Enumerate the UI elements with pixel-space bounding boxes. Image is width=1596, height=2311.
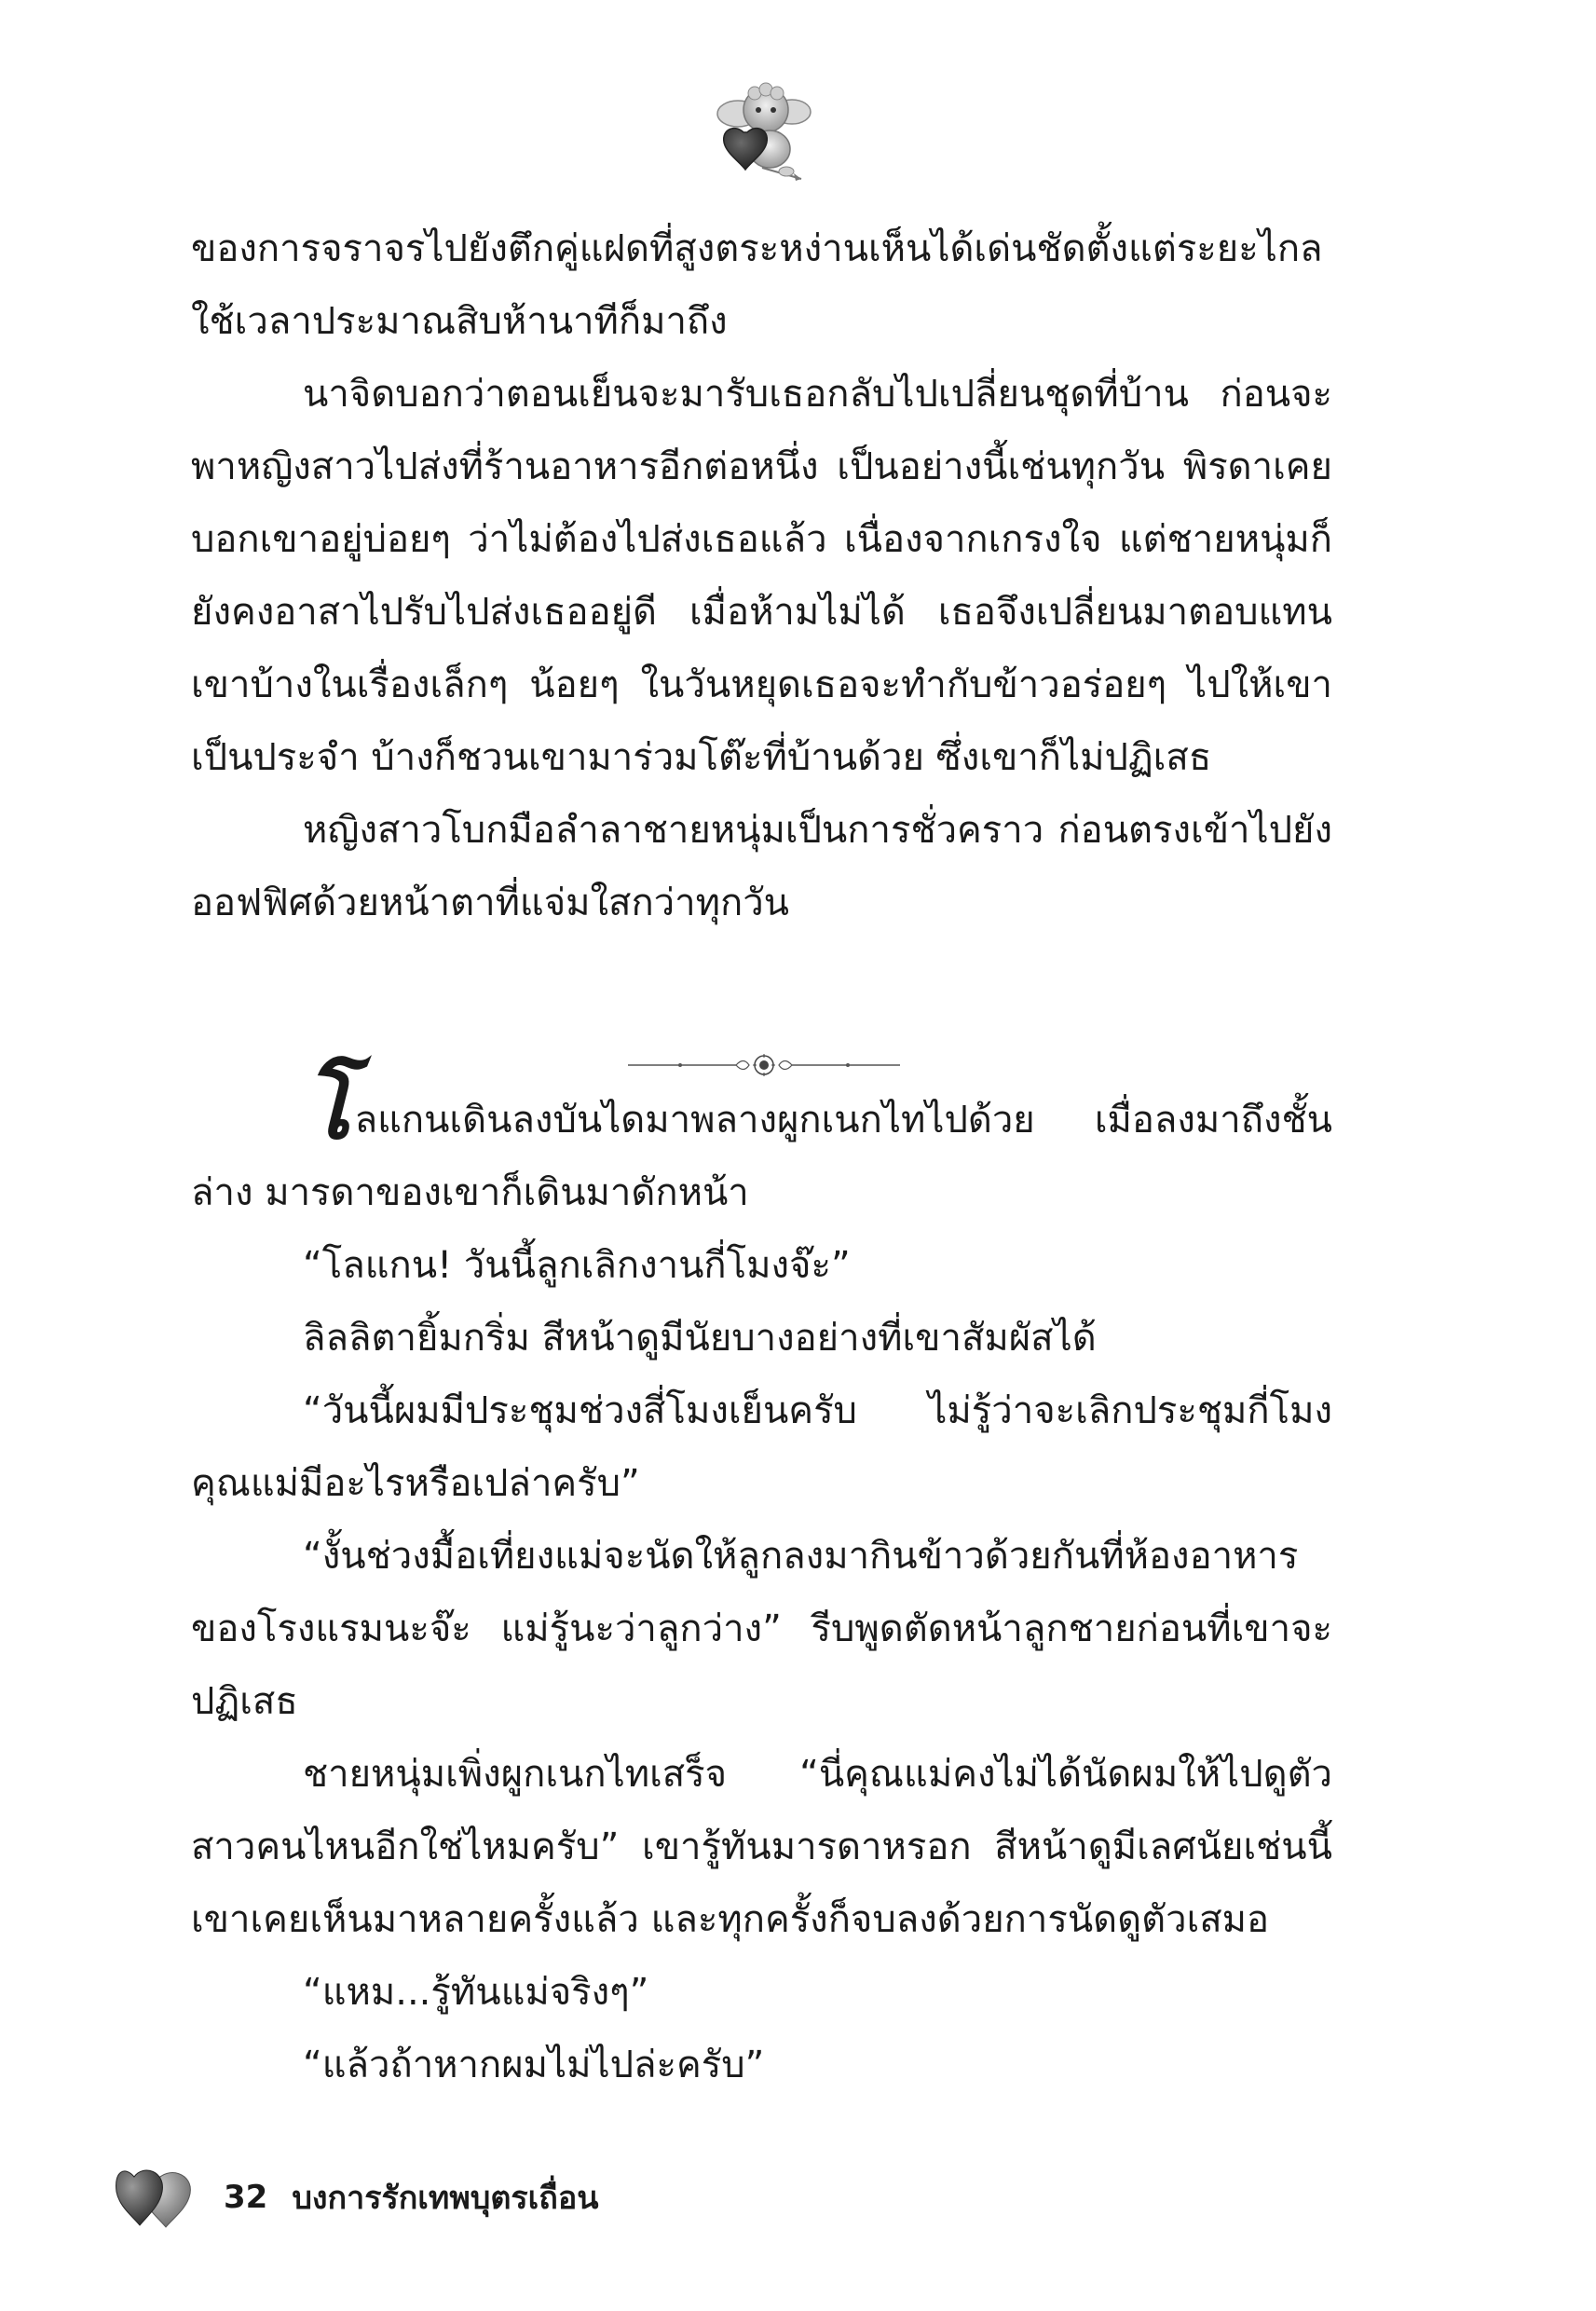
dialogue-5: “แล้วถ้าหากผมไม่ไปล่ะครับ” — [303, 2044, 765, 2086]
paragraph-2: นาจิดบอกว่าตอนเย็นจะมารับเธอกลับไปเปลี่ยนชุดที่บ้าน ก่อนจะพาหญิงสาวไปส่งที่ร้านอาหารอีกต่อหนึ่ง เป็นอย่างนี้เช่นทุกวัน พิรดาเคยบอกเขาอยู่บ่อยๆ ว่าไม่ต้องไปส่งเธอแล้ว เนื่องจากเกรงใจ แต่ชายหนุ่มก็ยังคงอาสาไปรับไปส่งเธออยู่ดี เมื่อห้ามไม่ได้ เธอจึงเปลี่ยนมาตอบแทนเขาบ้างในเรื่องเล็กๆ น้อยๆ ในวันหยุดเธอจะทำกับข้าวอร่อยๆ ไปให้เขาเป็นประจำ บ้างก็ชวนเขามาร่วมโต๊ะที่บ้านด้วย ซึ่งเขาก็ไม่ปฏิเสธ — [191, 373, 1332, 779]
paragraph-3: หญิงสาวโบกมือลำลาชายหนุ่มเป็นการชั่วคราว ก่อนตรงเข้าไปยังออฟฟิศด้วยหน้าตาที่แจ่มใสกว่าทุกวัน — [191, 809, 1332, 924]
dialogue-3: “งั้นช่วงมื้อเที่ยงแม่จะนัดให้ลูกลงมากินข้าวด้วยกันที่ห้องอาหารของโรงแรมนะจ๊ะ แม่รู้นะว่าลูกว่าง” รีบพูดตัดหน้าลูกชายก่อนที่เขาจะปฏิเสธ — [191, 1535, 1332, 1723]
flourish-divider-icon — [624, 1053, 904, 1077]
dialogue-2: “วันนี้ผมมีประชุมช่วงสี่โมงเย็นครับ ไม่รู้ว่าจะเลิกประชุมกี่โมงคุณแม่มีอะไรหรือเปล่าครับ” — [191, 1389, 1332, 1505]
page-footer — [112, 2160, 599, 2235]
book-title: บงการรักเทพบุตรเถื่อน — [292, 2180, 599, 2217]
double-heart-icon — [112, 2164, 196, 2231]
paragraph-5: ชายหนุ่มเพิ่งผูกเนกไทเสร็จ “นี่คุณแม่คงไม่ได้นัดผมให้ไปดูตัวสาวคนไหนอีกใช่ไหมครับ” เขารู้ทันมารดาหรอก สีหน้าดูมีเลศนัยเช่นนี้เขาเคยเห็นมาหลายครั้งแล้ว และทุกครั้งก็จบลงด้วยการนัดดูตัวเสมอ — [191, 1753, 1332, 1941]
paragraph-dropcap — [191, 1054, 1332, 1229]
dropcap-paragraph-rest: ลแกนเดินลงบันไดมาพลางผูกเนกไทไปด้วย เมื่อลงมาถึงชั้นล่าง มารดาของเขาก็เดินมาดักหน้า — [191, 1099, 1332, 1214]
dialogue-1: “โลแกน! วันนี้ลูกเลิกงานกี่โมงจ๊ะ” — [303, 1244, 851, 1287]
cupid-heart-icon — [708, 75, 820, 186]
page-number: 32 — [224, 2179, 268, 2216]
section-1-text — [191, 212, 1332, 939]
paragraph-1: ของการจราจรไปยังตึกคู่แฝดที่สูงตระหง่านเห็นได้เด่นชัดตั้งแต่ระยะไกล ใช้เวลาประมาณสิบห้านาทีก็มาถึง — [191, 227, 1323, 343]
paragraph-4: ลิลลิตายิ้มกริ่ม สีหน้าดูมีนัยบางอย่างที่เขาสัมผัสได้ — [303, 1317, 1097, 1360]
drop-cap: โ — [303, 1054, 351, 1159]
dialogue-4: “แหม...รู้ทันแม่จริงๆ” — [303, 1971, 649, 2014]
section-2-text — [191, 1054, 1332, 2101]
